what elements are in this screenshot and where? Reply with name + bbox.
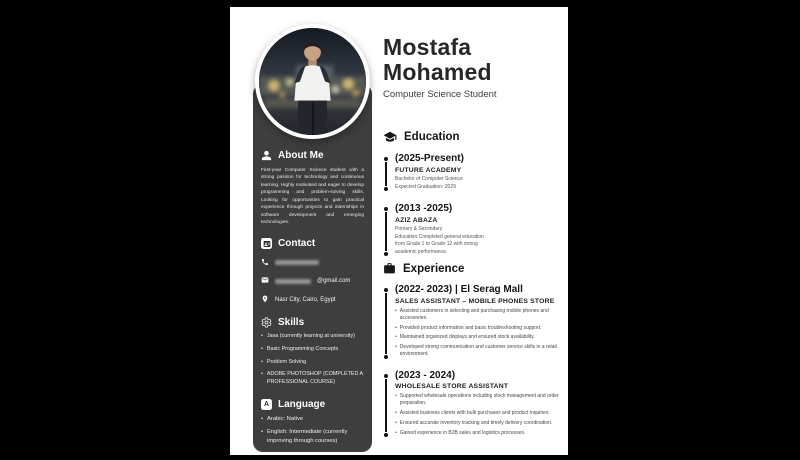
timeline [383, 203, 389, 256]
person-name [383, 35, 565, 84]
email-visible-suffix: @gmail.com [317, 278, 351, 285]
skill-item: • ADOBE PHOTOSHOP (COMPLETED A PROFESSIONAL COURSE) [261, 371, 364, 387]
experience-bullets [395, 308, 563, 359]
education-section [383, 130, 565, 256]
about-text: First-year Computer Science student with a strong passion for technology and continuous learning. Highly motivated and eager to develop programming and problem-solving skills. Looking for opportunities to gain practical experience through projects and internships in software development and emerging technologies. [261, 168, 364, 225]
skills-section [261, 317, 364, 387]
about-title: About Me [278, 150, 324, 161]
resume-page [230, 7, 568, 455]
education-header [383, 130, 565, 144]
education-title: Education [404, 131, 460, 144]
language-list [261, 415, 364, 445]
experience-bullet: • Assisted customers in selecting and purchasing mobile phones and accessories. [395, 308, 563, 323]
sidebar [253, 84, 372, 452]
timeline-dot [384, 355, 388, 359]
education-entry-content [395, 203, 487, 256]
gear-icon [261, 317, 272, 328]
experience-entry [383, 284, 565, 359]
experience-bullet: • Ensured accurate inventory tracking and timely delivery coordination. [395, 420, 563, 427]
phone-icon [261, 258, 269, 268]
experience-role: WHOLESALE STORE ASSISTANT [395, 383, 509, 391]
location-value: Nasr City, Cairo, Egypt [275, 296, 336, 303]
experience-section [383, 262, 565, 437]
experience-bullet: • Provided product information and basic troubleshooting support. [395, 325, 563, 332]
skill-item: • Problem Solving [261, 359, 364, 367]
education-institution: FUTURE ACADEMY [395, 166, 462, 174]
education-details: Bachelor of Computer Science Expected Graduation: 2029 [395, 176, 463, 190]
contact-section-header [261, 238, 364, 249]
graduation-cap-icon [383, 130, 397, 144]
education-entry-content [395, 153, 464, 191]
experience-title: Experience [403, 262, 465, 275]
language-section-header [261, 399, 364, 410]
education-details: Primary & Secondary Education:Completed general education from Grade 1 to Grade 12 with strong academic performance. [395, 226, 484, 255]
skill-item: • Java (currently learning at university) [261, 333, 364, 341]
timeline-line [385, 293, 386, 354]
experience-bullet: • Supported wholesale operations including stock management and order preparation. [395, 393, 563, 408]
phone-value-redacted [275, 260, 319, 265]
timeline [383, 284, 389, 359]
contact-card-icon [261, 238, 272, 249]
timeline [383, 370, 389, 437]
skills-section-header [261, 317, 364, 328]
timeline-line [385, 162, 386, 186]
contact-email-row [261, 276, 364, 286]
experience-bullets [395, 393, 563, 437]
education-entry [383, 203, 565, 256]
experience-period: (2023 - 2024) [395, 369, 456, 381]
briefcase-icon [383, 262, 396, 275]
profile-photo [255, 24, 370, 139]
language-section [261, 399, 364, 445]
experience-entry-content [395, 284, 563, 359]
email-prefix-redacted [275, 279, 311, 284]
experience-bullet: • Developed strong communication and customer service skills in a retail environment. [395, 344, 563, 359]
experience-bullet: • Maintained organized displays and ensured stock availability. [395, 334, 563, 341]
language-item: • Arabic: Native [261, 415, 364, 423]
skills-title: Skills [278, 316, 305, 328]
name-line-2: Mohamed [383, 58, 492, 85]
timeline-dot [384, 374, 388, 378]
contact-location-row [261, 295, 364, 305]
profile-photo-illustration [259, 28, 366, 135]
person-subtitle: Computer Science Student [383, 89, 497, 101]
education-period: (2025-Present) [395, 153, 464, 165]
user-icon [261, 150, 272, 161]
experience-entry [383, 370, 565, 437]
timeline [383, 153, 389, 191]
main-column [383, 35, 565, 437]
timeline-dot [384, 252, 388, 256]
contact-section [261, 238, 364, 305]
contact-phone-row [261, 258, 364, 268]
timeline-dot [384, 288, 388, 292]
skill-item: • Basic Programming Concepts [261, 346, 364, 354]
timeline-dot [384, 207, 388, 211]
experience-header [383, 262, 565, 275]
education-period: (2013 -2025) [395, 203, 453, 215]
education-institution: AZIZ ABAZA [395, 216, 438, 224]
timeline-line [385, 379, 386, 432]
experience-bullet: • Gained experience in B2B sales and logistics processes. [395, 430, 563, 437]
name-line-1: Mostafa [383, 34, 472, 60]
timeline-line [385, 212, 386, 251]
location-pin-icon [261, 295, 269, 305]
skills-list [261, 333, 364, 387]
contact-title: Contact [278, 238, 316, 250]
timeline-dot [384, 433, 388, 437]
about-section-header [261, 150, 364, 161]
education-entry [383, 153, 565, 191]
envelope-icon [261, 276, 269, 286]
language-title: Language [278, 399, 326, 411]
translate-icon: A [261, 399, 272, 410]
experience-bullet: • Assisted business clients with bulk purchases and product inquiries. [395, 410, 563, 417]
experience-period: (2022- 2023) | El Serag Mall [395, 284, 523, 296]
experience-entry-content [395, 370, 563, 437]
language-item: • English: Intermediate (currently improving through courses) [261, 428, 364, 445]
timeline-dot [384, 187, 388, 191]
experience-role: SALES ASSISTANT – MOBILE PHONES STORE [395, 297, 555, 305]
timeline-dot [384, 157, 388, 161]
